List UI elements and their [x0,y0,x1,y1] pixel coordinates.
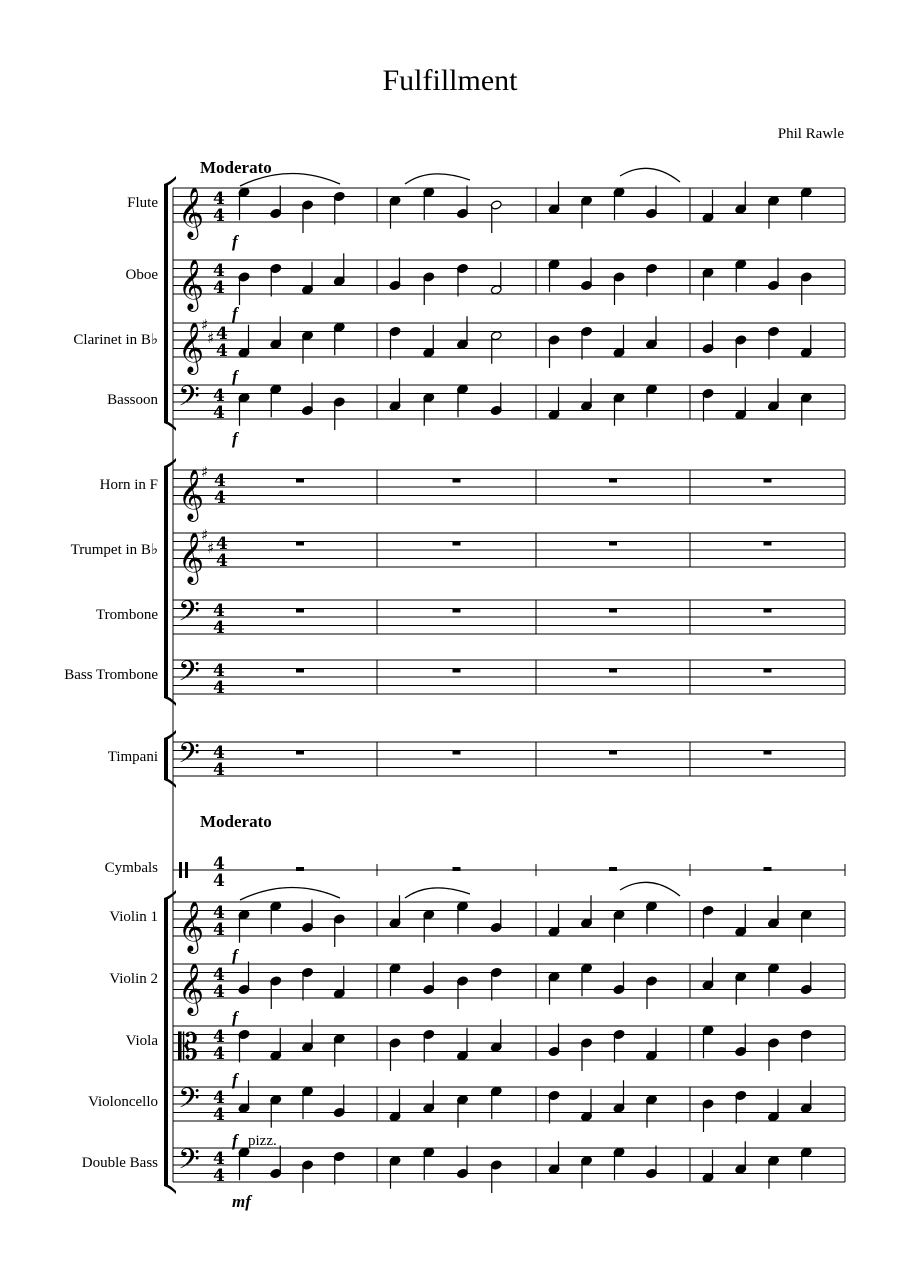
instrument-label-bass-trombone: Bass Trombone [64,667,158,683]
whole-rest [609,751,617,755]
bass-clef-icon: 𝄢 [178,380,200,420]
instrument-label-timpani: Timpani [107,749,158,765]
bracket-timpani [164,738,168,780]
time-signature-top: 4 [213,386,225,406]
instrument-label-violin2: Violin 2 [109,971,158,987]
time-signature-top: 4 [213,1149,225,1169]
whole-rest [764,867,772,871]
whole-rest [764,609,772,613]
bass-clef-icon: 𝄢 [178,737,200,777]
time-signature-top: 4 [213,1027,225,1047]
time-signature-top: 4 [213,903,225,923]
time-signature-bottom: 4 [213,871,225,891]
whole-rest [453,542,461,546]
slur [405,888,470,898]
dynamic-double-bass: mf [232,1192,251,1211]
time-signature-bottom: 4 [213,1044,225,1064]
time-signature-bottom: 4 [213,618,225,638]
bass-clef-icon: 𝄢 [178,1082,200,1122]
treble-clef-icon: 𝄞 [178,963,205,1014]
time-signature-bottom: 4 [214,488,226,508]
time-signature-top: 4 [213,854,225,874]
technique-cello: pizz. [248,1133,277,1149]
bracket-brass [164,466,168,698]
time-signature-top: 4 [213,743,225,763]
whole-rest [296,479,304,483]
composer-name: Phil Rawle [777,126,844,142]
instrument-label-horn: Horn in F [99,477,158,493]
instrument-label-trombone: Trombone [96,607,158,623]
slur [240,887,340,900]
whole-rest [764,542,772,546]
whole-rest [764,669,772,673]
percussion-clef-icon [185,862,188,878]
bass-clef-icon: 𝄢 [178,595,200,635]
whole-rest [609,479,617,483]
whole-rest [609,669,617,673]
instrument-label-flute: Flute [127,195,158,211]
bass-clef-icon: 𝄢 [178,1143,200,1183]
instrument-label-bassoon: Bassoon [107,392,158,408]
sharp-key-icon: ♯ [201,526,209,544]
whole-rest [453,669,461,673]
time-signature-bottom: 4 [213,206,225,226]
dynamic-viola: f [232,1070,238,1089]
treble-clef-icon: 𝄞 [178,322,205,373]
time-signature-bottom: 4 [216,551,228,571]
slur [620,168,680,182]
score-title: Fulfillment [382,64,518,97]
whole-rest [453,479,461,483]
treble-clef-icon: 𝄞 [178,259,205,310]
instrument-label-viola: Viola [125,1033,158,1049]
whole-rest [609,609,617,613]
slur [240,173,340,186]
time-signature-top: 4 [213,601,225,621]
instrument-label-trumpet: Trumpet in B♭ [70,542,158,558]
time-signature-bottom: 4 [213,1166,225,1186]
whole-rest [453,867,461,871]
instrument-label-oboe: Oboe [125,267,158,283]
sharp-key-icon: ♯ [201,463,209,481]
time-signature-top: 4 [216,534,228,554]
whole-rest [296,669,304,673]
percussion-clef-icon [179,862,182,878]
instrument-label-violin1: Violin 1 [109,909,158,925]
bracket-woodwinds-bottom [164,421,176,431]
whole-rest [453,751,461,755]
time-signature-top: 4 [216,324,228,344]
whole-rest [296,751,304,755]
whole-rest [609,867,617,871]
time-signature-bottom: 4 [213,760,225,780]
time-signature-bottom: 4 [213,678,225,698]
treble-clef-icon: 𝄞 [178,187,205,238]
dynamic-cello: f [232,1131,238,1150]
time-signature-top: 4 [213,261,225,281]
whole-rest [764,479,772,483]
sharp-key-icon: ♯ [201,316,209,334]
whole-rest [453,609,461,613]
treble-clef-icon: 𝄞 [178,532,205,583]
dynamic-clarinet: f [232,367,238,386]
slur [620,882,680,896]
time-signature-top: 4 [214,471,226,491]
sharp-key-icon: ♯ [207,329,215,347]
bracket-brass-bottom [164,696,176,706]
bracket-woodwinds-top [164,176,176,186]
treble-clef-icon: 𝄞 [178,469,205,520]
bass-clef-icon: 𝄢 [178,655,200,695]
tempo-mark-winds: Moderato [200,158,272,177]
whole-rest [296,542,304,546]
dynamic-oboe: f [232,304,238,323]
bracket-strings [164,898,168,1186]
time-signature-bottom: 4 [213,982,225,1002]
treble-clef-icon: 𝄞 [178,901,205,952]
time-signature-top: 4 [213,1088,225,1108]
whole-rest [296,609,304,613]
whole-rest [764,751,772,755]
time-signature-bottom: 4 [213,403,225,423]
time-signature-bottom: 4 [213,920,225,940]
dynamic-flute: f [232,232,238,251]
instrument-label-cymbals: Cymbals [104,860,158,876]
bracket-strings-bottom [164,1184,176,1194]
instrument-label-clarinet: Clarinet in B♭ [73,332,158,348]
whole-rest [296,867,304,871]
dynamic-bassoon: f [232,429,238,448]
dynamic-violin1: f [232,946,238,965]
bracket-strings-top [164,890,176,900]
time-signature-top: 4 [213,661,225,681]
instrument-label-cello: Violoncello [88,1094,158,1110]
bracket-timpani-top [164,730,176,740]
instrument-label-double-bass: Double Bass [81,1155,158,1171]
time-signature-bottom: 4 [216,341,228,361]
time-signature-bottom: 4 [213,1105,225,1125]
time-signature-top: 4 [213,189,225,209]
slur [405,174,470,184]
bracket-brass-top [164,458,176,468]
alto-clef-icon: 𝄡 [178,1027,199,1068]
bracket-timpani-bottom [164,778,176,788]
time-signature-top: 4 [213,965,225,985]
time-signature-bottom: 4 [213,278,225,298]
dynamic-violin2: f [232,1008,238,1027]
sharp-key-icon: ♯ [207,539,215,557]
tempo-mark-percussion: Moderato [200,812,272,831]
whole-rest [609,542,617,546]
bracket-woodwinds [164,184,168,423]
